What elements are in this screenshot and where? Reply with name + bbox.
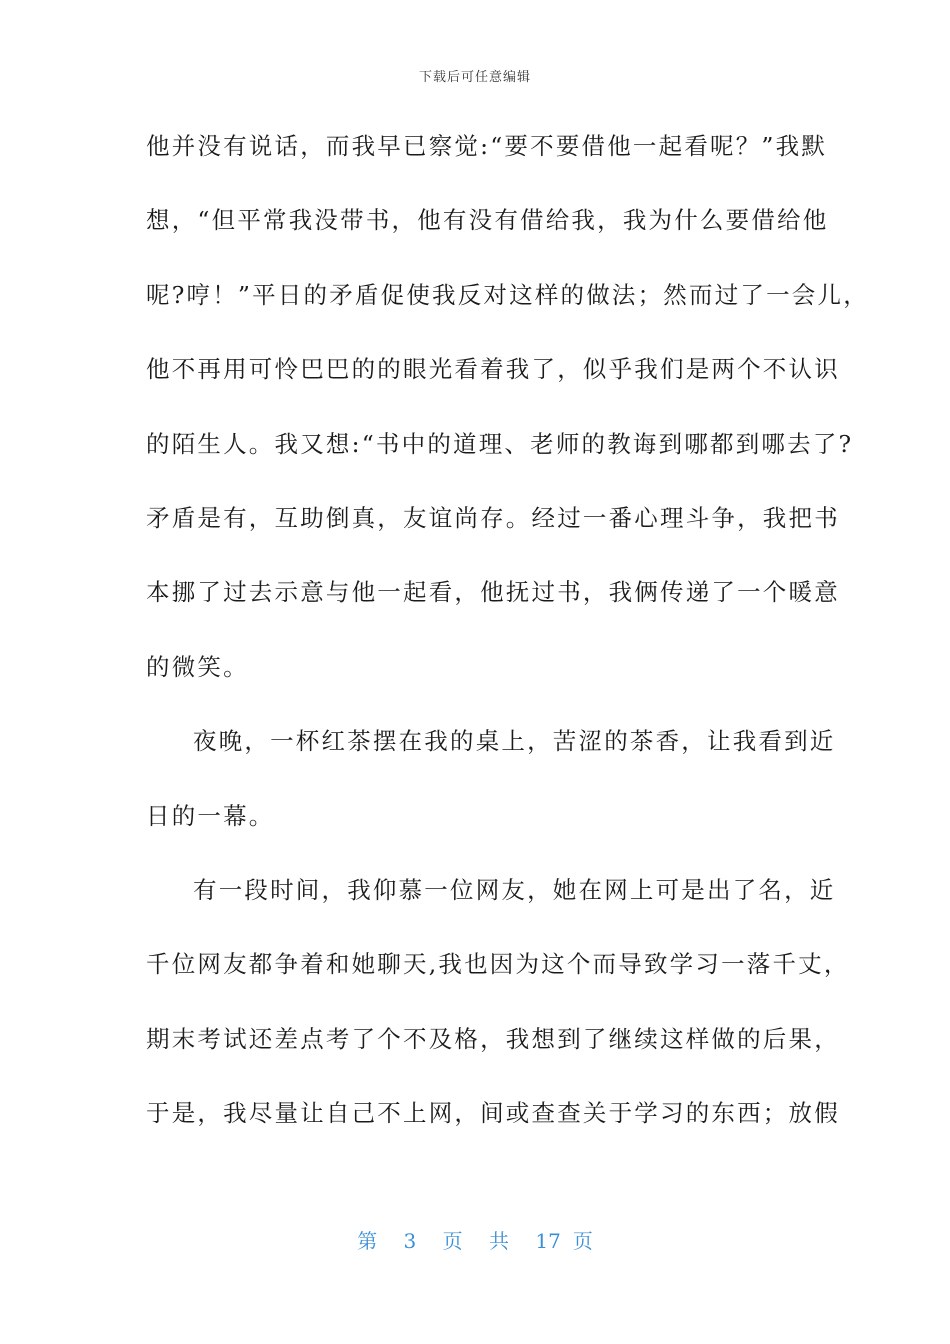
text-line: 本挪了过去示意与他一起看，他抚过书，我俩传递了一个暖意 [146,578,840,607]
text-line: 的微笑。 [146,652,249,681]
page-current-number: 3 [403,1229,417,1253]
text-line: 矛盾是有，互助倒真，友谊尚存。经过一番心理斗争，我把书 [146,503,840,532]
text-line: 他并没有说话，而我早已察觉:“要不要借他一起看呢？”我默 [146,132,828,160]
page-label-total-prefix: 共 [489,1229,509,1253]
page-footer [0,1225,950,1254]
page-header: 下载后可任意编辑 [418,70,531,85]
document-body [146,128,869,1169]
page-total-number: 17 [535,1229,561,1253]
text-line: 于是，我尽量让自己不上网，间或查查关于学习的东西；放假 [146,1099,840,1128]
text-line: 想，“但平常我没带书，他有没有借给我，我为什么要借给他 [146,206,829,235]
text-line: 千位网友都争着和她聊天,我也因为这个而导致学习一落千丈， [146,950,850,979]
text-line: 呢?哼！”平日的矛盾促使我反对这样的做法；然而过了一会儿， [146,280,869,309]
paragraph-start-line: 夜晚，一杯红茶摆在我的桌上，苦涩的茶香，让我看到近 [193,727,836,756]
text-line: 日的一幕。 [146,801,275,830]
text-line: 期末考试还差点考了个不及格，我想到了继续这样做的后果， [146,1024,840,1053]
page-label-mid: 页 [442,1229,463,1253]
text-line: 他不再用可怜巴巴的的眼光看着我了，似乎我们是两个不认识 [146,355,840,384]
page-label-suffix: 页 [572,1229,593,1253]
paragraph-start-line: 有一段时间，我仰慕一位网友，她在网上可是出了名，近 [193,875,836,904]
page-label-prefix: 第 [357,1229,378,1253]
text-line: 的陌生人。我又想:“书中的道理、老师的教诲到哪都到哪去了? [146,429,854,458]
